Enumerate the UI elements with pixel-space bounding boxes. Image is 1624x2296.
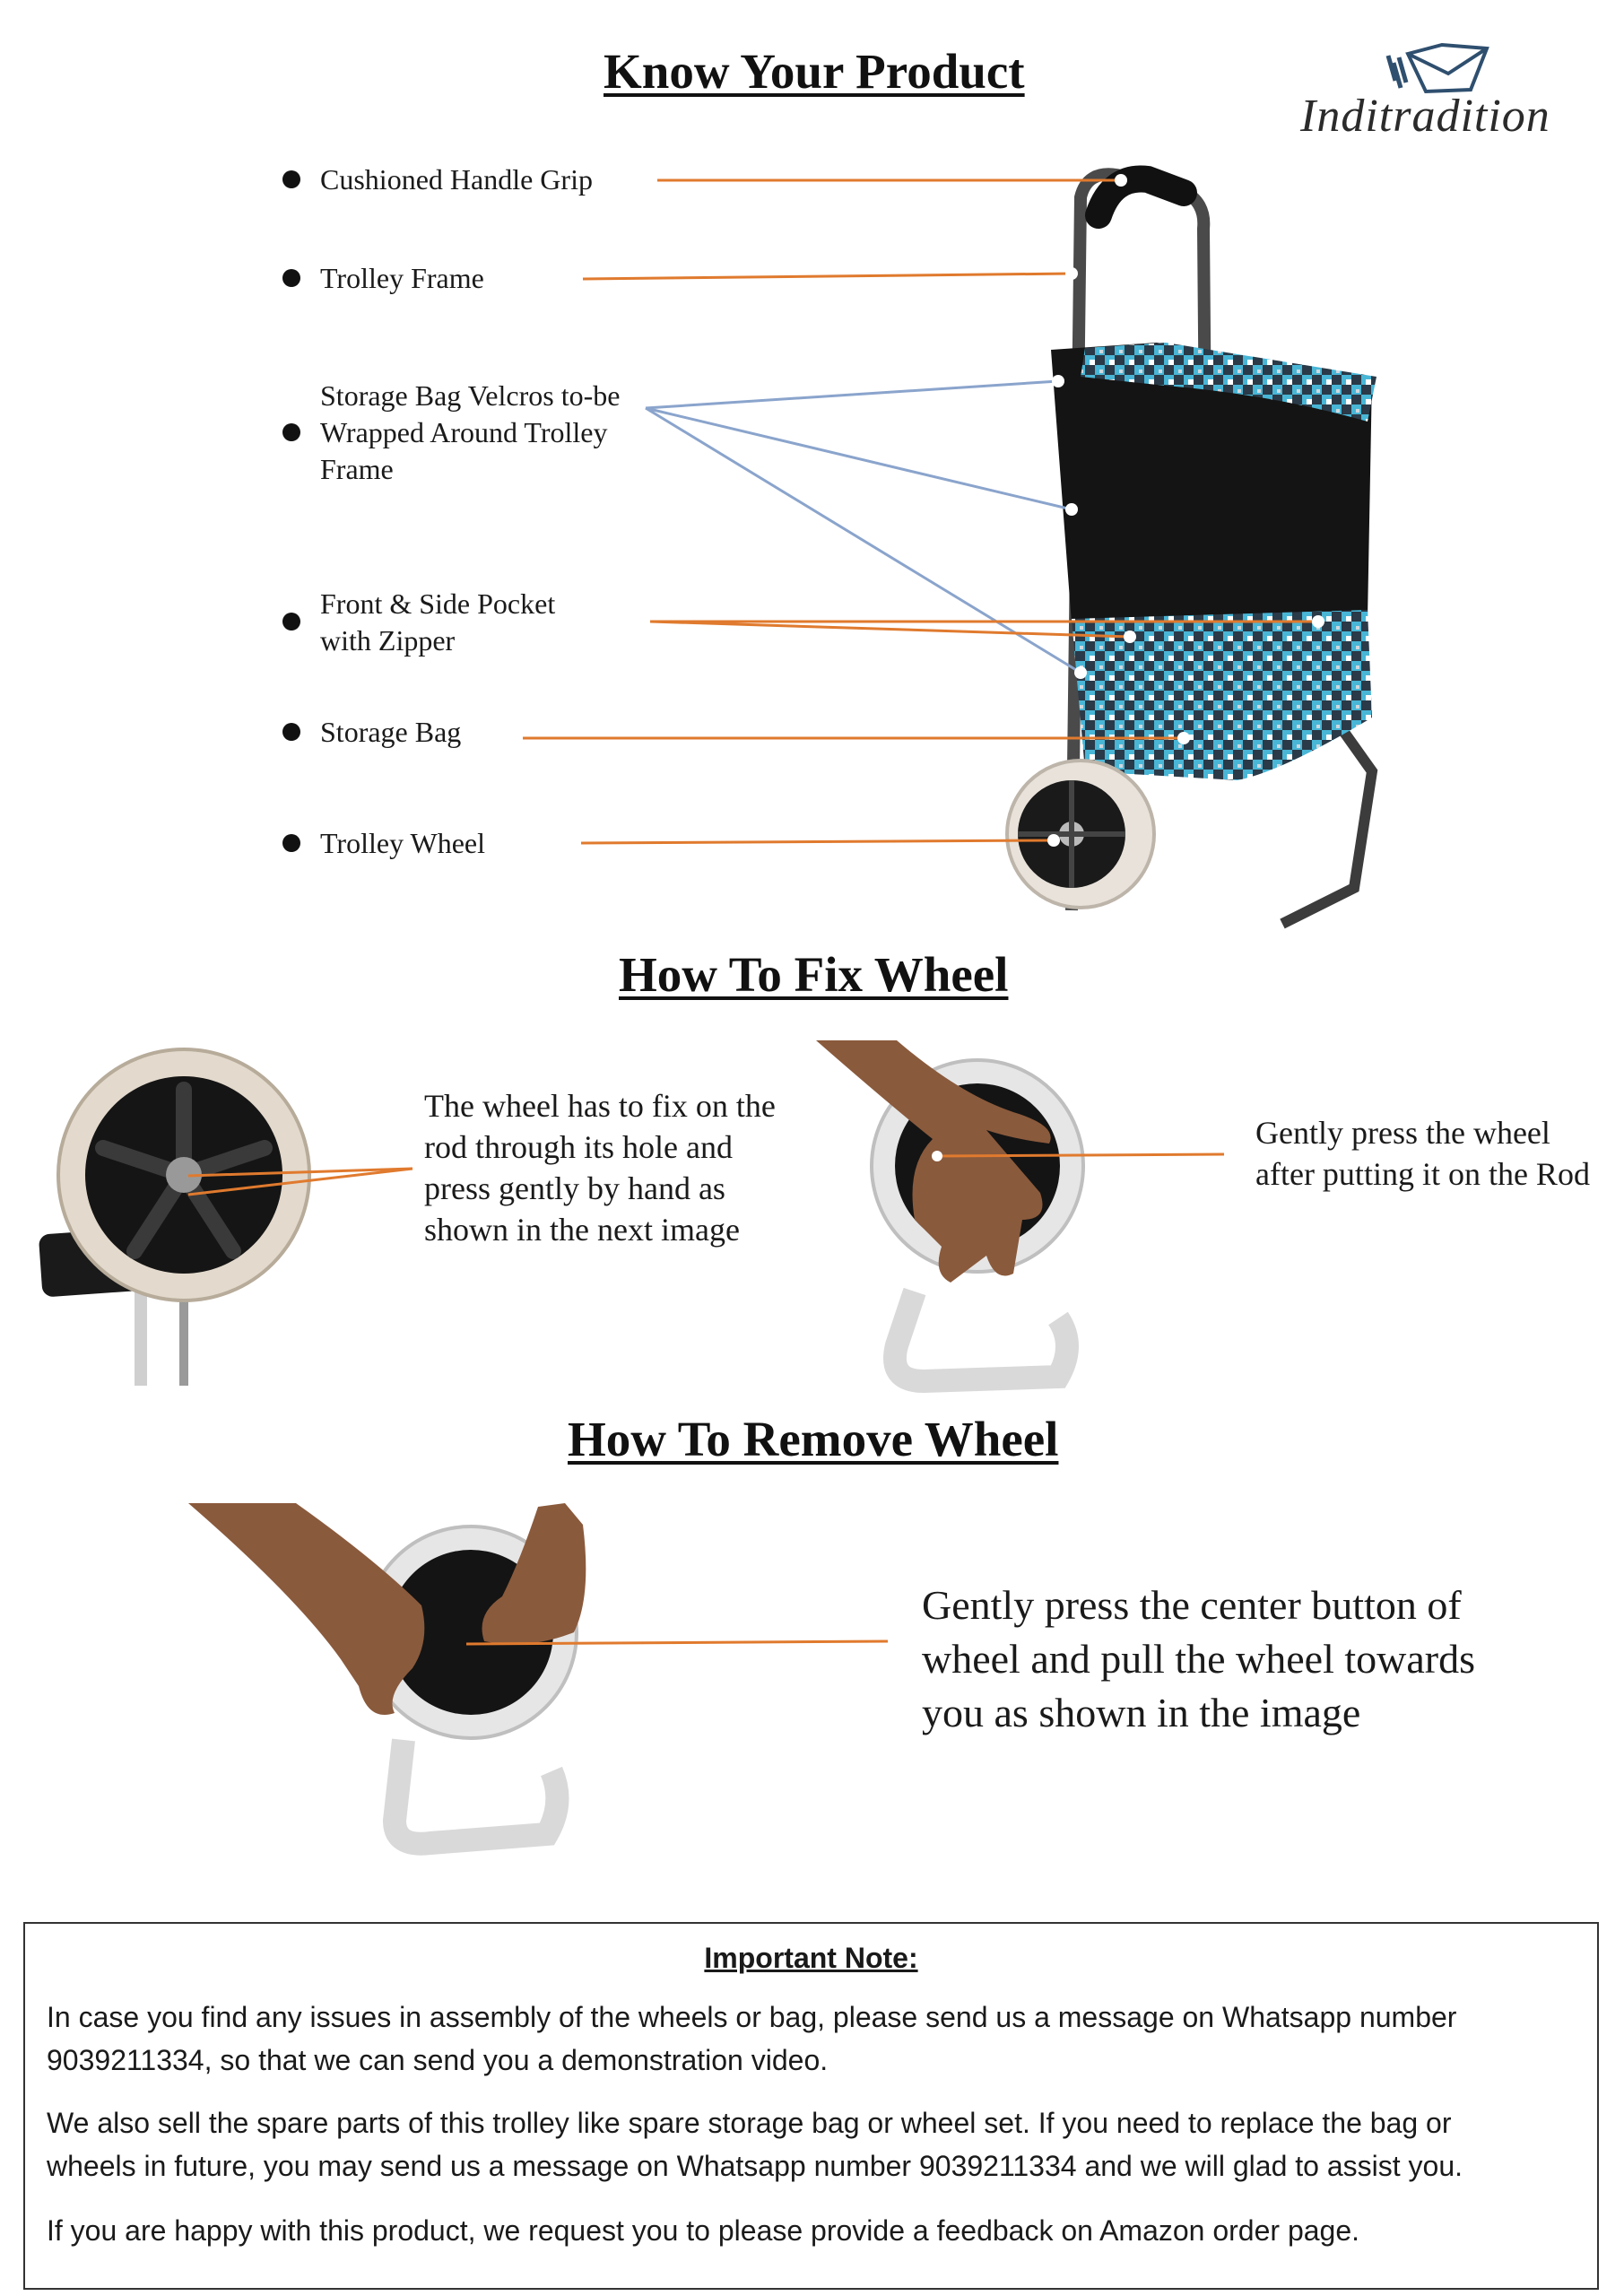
know-your-product-heading: Know Your Product — [604, 44, 1025, 99]
fix-step1-line2: rod through its hole and — [424, 1129, 733, 1165]
brand-logo-text: Inditradition — [1300, 91, 1550, 142]
note-paragraph-1 — [47, 1996, 1579, 2082]
fix-step2-line2: after putting it on the Rod — [1255, 1156, 1590, 1192]
feature-pocket-line1: Front & Side Pocket — [320, 587, 556, 620]
note-p2-line2: wheels in future, you may send us a message on Whatsapp number 9039211334 and we will glad to assist you. — [47, 2150, 1463, 2182]
remove-step-line1: Gently press the center button of — [922, 1582, 1462, 1628]
how-to-fix-wheel-heading: How To Fix Wheel — [619, 947, 1009, 1002]
fix-step1-line4: shown in the next image — [424, 1212, 740, 1248]
note-p1-line2: 9039211334, so that we can send you a demonstration video. — [47, 2044, 829, 2076]
fix-step1-line1: The wheel has to fix on the — [424, 1088, 776, 1124]
remove-step-line2: wheel and pull the wheel towards — [922, 1636, 1475, 1682]
note-p1-line1: In case you find any issues in assembly of the wheels or bag, please send us a message on Whatsapp number — [47, 2001, 1457, 2033]
fix-step1-line3: press gently by hand as — [424, 1170, 725, 1206]
note-paragraph-3: If you are happy with this product, we request you to please provide a feedback on Amazon order page. — [47, 2214, 1360, 2247]
feature-pocket-line2: with Zipper — [320, 624, 456, 657]
note-title: Important Note: — [704, 1942, 918, 1974]
remove-step-line3: you as shown in the image — [922, 1690, 1361, 1735]
feature-trolley-frame: Trolley Frame — [320, 262, 484, 294]
feature-velcro-line3: Frame — [320, 453, 394, 485]
how-to-remove-wheel-heading: How To Remove Wheel — [568, 1412, 1059, 1466]
important-note-box — [23, 1922, 1599, 2290]
feature-velcro-line2: Wrapped Around Trolley — [320, 416, 608, 448]
hands-removing-wheel-photo — [188, 1503, 586, 1844]
feature-trolley-wheel: Trolley Wheel — [320, 827, 485, 859]
feature-storage-bag: Storage Bag — [320, 716, 462, 748]
feature-velcro-line1: Storage Bag Velcros to-be — [320, 379, 621, 412]
note-paragraph-2 — [47, 2101, 1579, 2187]
fix-step2-line1: Gently press the wheel — [1255, 1115, 1550, 1151]
note-p2-line1: We also sell the spare parts of this trolley like spare storage bag or wheel set. If you need to replace the bag or — [47, 2107, 1452, 2139]
feature-handle-grip: Cushioned Handle Grip — [320, 163, 593, 196]
wheel-on-rod-photo — [39, 1049, 309, 1386]
hand-pressing-wheel-photo — [816, 1040, 1083, 1381]
